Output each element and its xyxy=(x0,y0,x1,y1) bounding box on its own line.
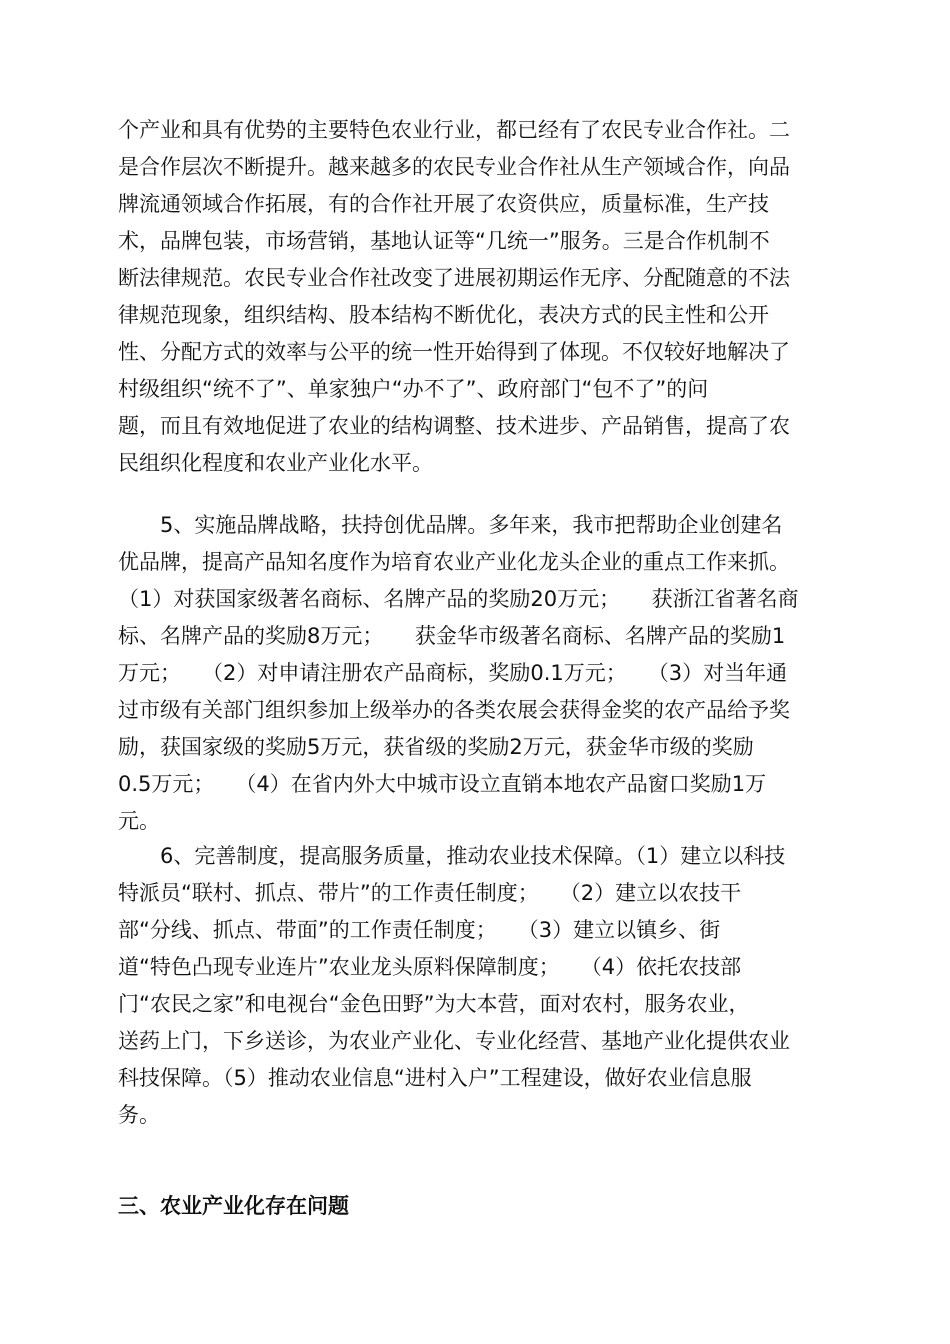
text-line: 术，品牌包装，市场营销，基地认证等“几统一”服务。三是合作机制不 xyxy=(118,229,770,253)
text-line: 励，获国家级的奖励5万元，获省级的奖励2万元，获金华市级的奖励 xyxy=(118,735,754,759)
text-line: 务。 xyxy=(118,1103,160,1127)
paragraph-tech-support xyxy=(118,838,838,1134)
text-line: 优品牌，提高产品知名度作为培育农业产业化龙头企业的重点工作来抓。 xyxy=(118,550,790,574)
text-line: 特派员“联村、抓点、带片”的工作责任制度； （2）建立以农技干 xyxy=(118,881,742,905)
text-line: 律规范现象，组织结构、股本结构不断优化，表决方式的民主性和公开 xyxy=(118,303,769,327)
paragraph-cooperatives xyxy=(118,112,838,482)
text-line: 个产业和具有优势的主要特色农业行业，都已经有了农民专业合作社。二 xyxy=(118,118,790,142)
text-line: 道“特色凸现专业连片”农业龙头原料保障制度； （4）依托农技部 xyxy=(118,955,742,979)
text-line: 科技保障。（5）推动农业信息“进村入户”工程建设，做好农业信息服 xyxy=(118,1066,752,1090)
text-line: 送药上门，下乡送诊，为农业产业化、专业化经营、基地产业化提供农业 xyxy=(118,1029,790,1053)
text-line: 过市级有关部门组织参加上级举办的各类农展会获得金奖的农产品给予奖 xyxy=(118,698,790,722)
text-line: （1）对获国家级著名商标、名牌产品的奖励20万元； 获浙江省著名商 xyxy=(118,587,799,611)
paragraph-brand-strategy xyxy=(118,507,838,840)
text-line: 部“分线、抓点、带面”的工作责任制度； （3）建立以镇乡、街 xyxy=(118,918,721,942)
text-line: 元。 xyxy=(118,809,160,833)
text-line: 村级组织“统不了”、单家独户“办不了”、政府部门“包不了”的问 xyxy=(118,377,709,401)
text-line: 断法律规范。农民专业合作社改变了进展初期运作无序、分配随意的不法 xyxy=(118,266,790,290)
text-line: 题，而且有效地促进了农业的结构调整、技术进步、产品销售，提高了农 xyxy=(118,414,790,438)
text-line: 是合作层次不断提升。越来越多的农民专业合作社从生产领域合作，向品 xyxy=(118,155,790,179)
text-line: 标、名牌产品的奖励8万元； 获金华市级著名商标、名牌产品的奖励1 xyxy=(118,624,786,648)
text-line: 0.5万元； （4）在省内外大中城市设立直销本地农产品窗口奖励1万 xyxy=(118,772,767,796)
section-heading: 三、农业产业化存在问题 xyxy=(118,1194,349,1218)
text-line: 民组织化程度和农业产业化水平。 xyxy=(118,451,433,475)
text-line: 5、实施品牌战略，扶持创优品牌。多年来，我市把帮助企业创建名 xyxy=(118,513,783,537)
text-line: 万元； （2）对申请注册农产品商标，奖励0.1万元； （3）对当年通 xyxy=(118,661,788,685)
text-line: 6、完善制度，提高服务质量，推动农业技术保障。（1）建立以科技 xyxy=(118,844,786,868)
text-line: 牌流通领域合作拓展，有的合作社开展了农资供应，质量标准，生产技 xyxy=(118,192,769,216)
text-line: 门“农民之家”和电视台“金色田野”为大本营，面对农村，服务农业， xyxy=(118,992,750,1016)
text-line: 性、分配方式的效率与公平的统一性开始得到了体现。不仅较好地解决了 xyxy=(118,340,790,364)
